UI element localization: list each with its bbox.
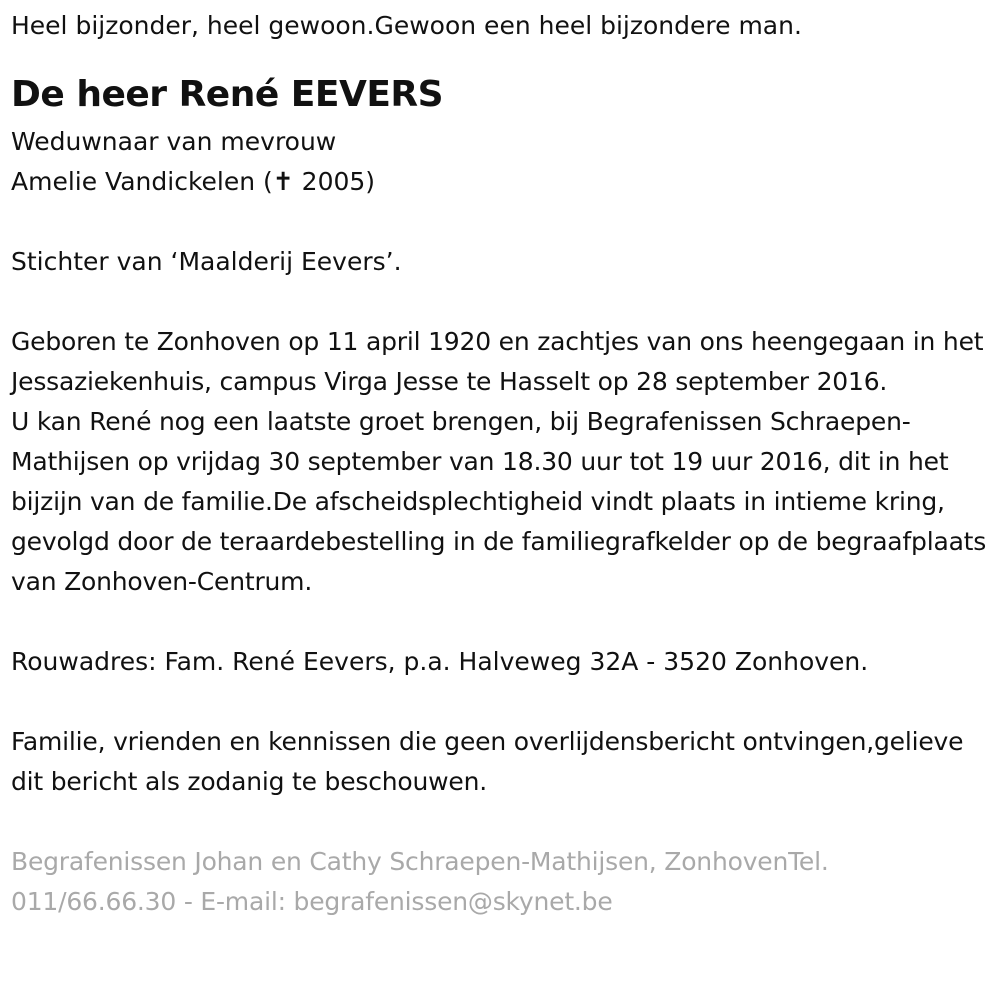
notice-paragraph: Familie, vrienden en kennissen die geen overlijdensbericht ontvingen,gelieve dit bericht als zodanig te beschouwen. bbox=[11, 727, 964, 796]
funeral-home-contact: Begrafenissen Johan en Cathy Schraepen-Mathijsen, ZonhovenTel. 011/66.66.30 - E-mail: begrafenissen@skynet.be bbox=[11, 847, 829, 916]
mourning-address: Rouwadres: Fam. René Eevers, p.a. Halveweg 32A - 3520 Zonhoven. bbox=[11, 647, 869, 676]
spacer bbox=[11, 602, 1000, 642]
spacer bbox=[11, 282, 1000, 322]
birth-death-paragraph: Geboren te Zonhoven op 11 april 1920 en zachtjes van ons heengegaan in het Jessaziekenhuis, campus Virga Jesse te Hasselt op 28 september 2016. bbox=[11, 327, 984, 396]
spacer bbox=[11, 682, 1000, 722]
motto: Heel bijzonder, heel gewoon.Gewoon een heel bijzondere man. bbox=[11, 11, 802, 40]
spacer bbox=[11, 46, 1000, 68]
founder-line: Stichter van ‘Maalderij Eevers’. bbox=[11, 247, 402, 276]
spacer bbox=[11, 202, 1000, 242]
spouse-line-1: Weduwnaar van mevrouw bbox=[11, 127, 337, 156]
spouse-line-2: Amelie Vandickelen (✝ 2005) bbox=[11, 167, 376, 196]
visitation-paragraph: U kan René nog een laatste groet brengen, bij Begrafenissen Schraepen-Mathijsen op vrijdag 30 september van 18.30 uur tot 19 uur 2016, dit in het bijzijn van de familie.De afscheidsplechtigheid vindt plaats in intieme kring, gevolgd door de teraardebestelling in de familiegrafkelder op de begraafplaats van Zonhoven-Centrum. bbox=[11, 407, 987, 596]
deceased-name: De heer René EEVERS bbox=[11, 74, 444, 115]
spacer bbox=[11, 802, 1000, 842]
